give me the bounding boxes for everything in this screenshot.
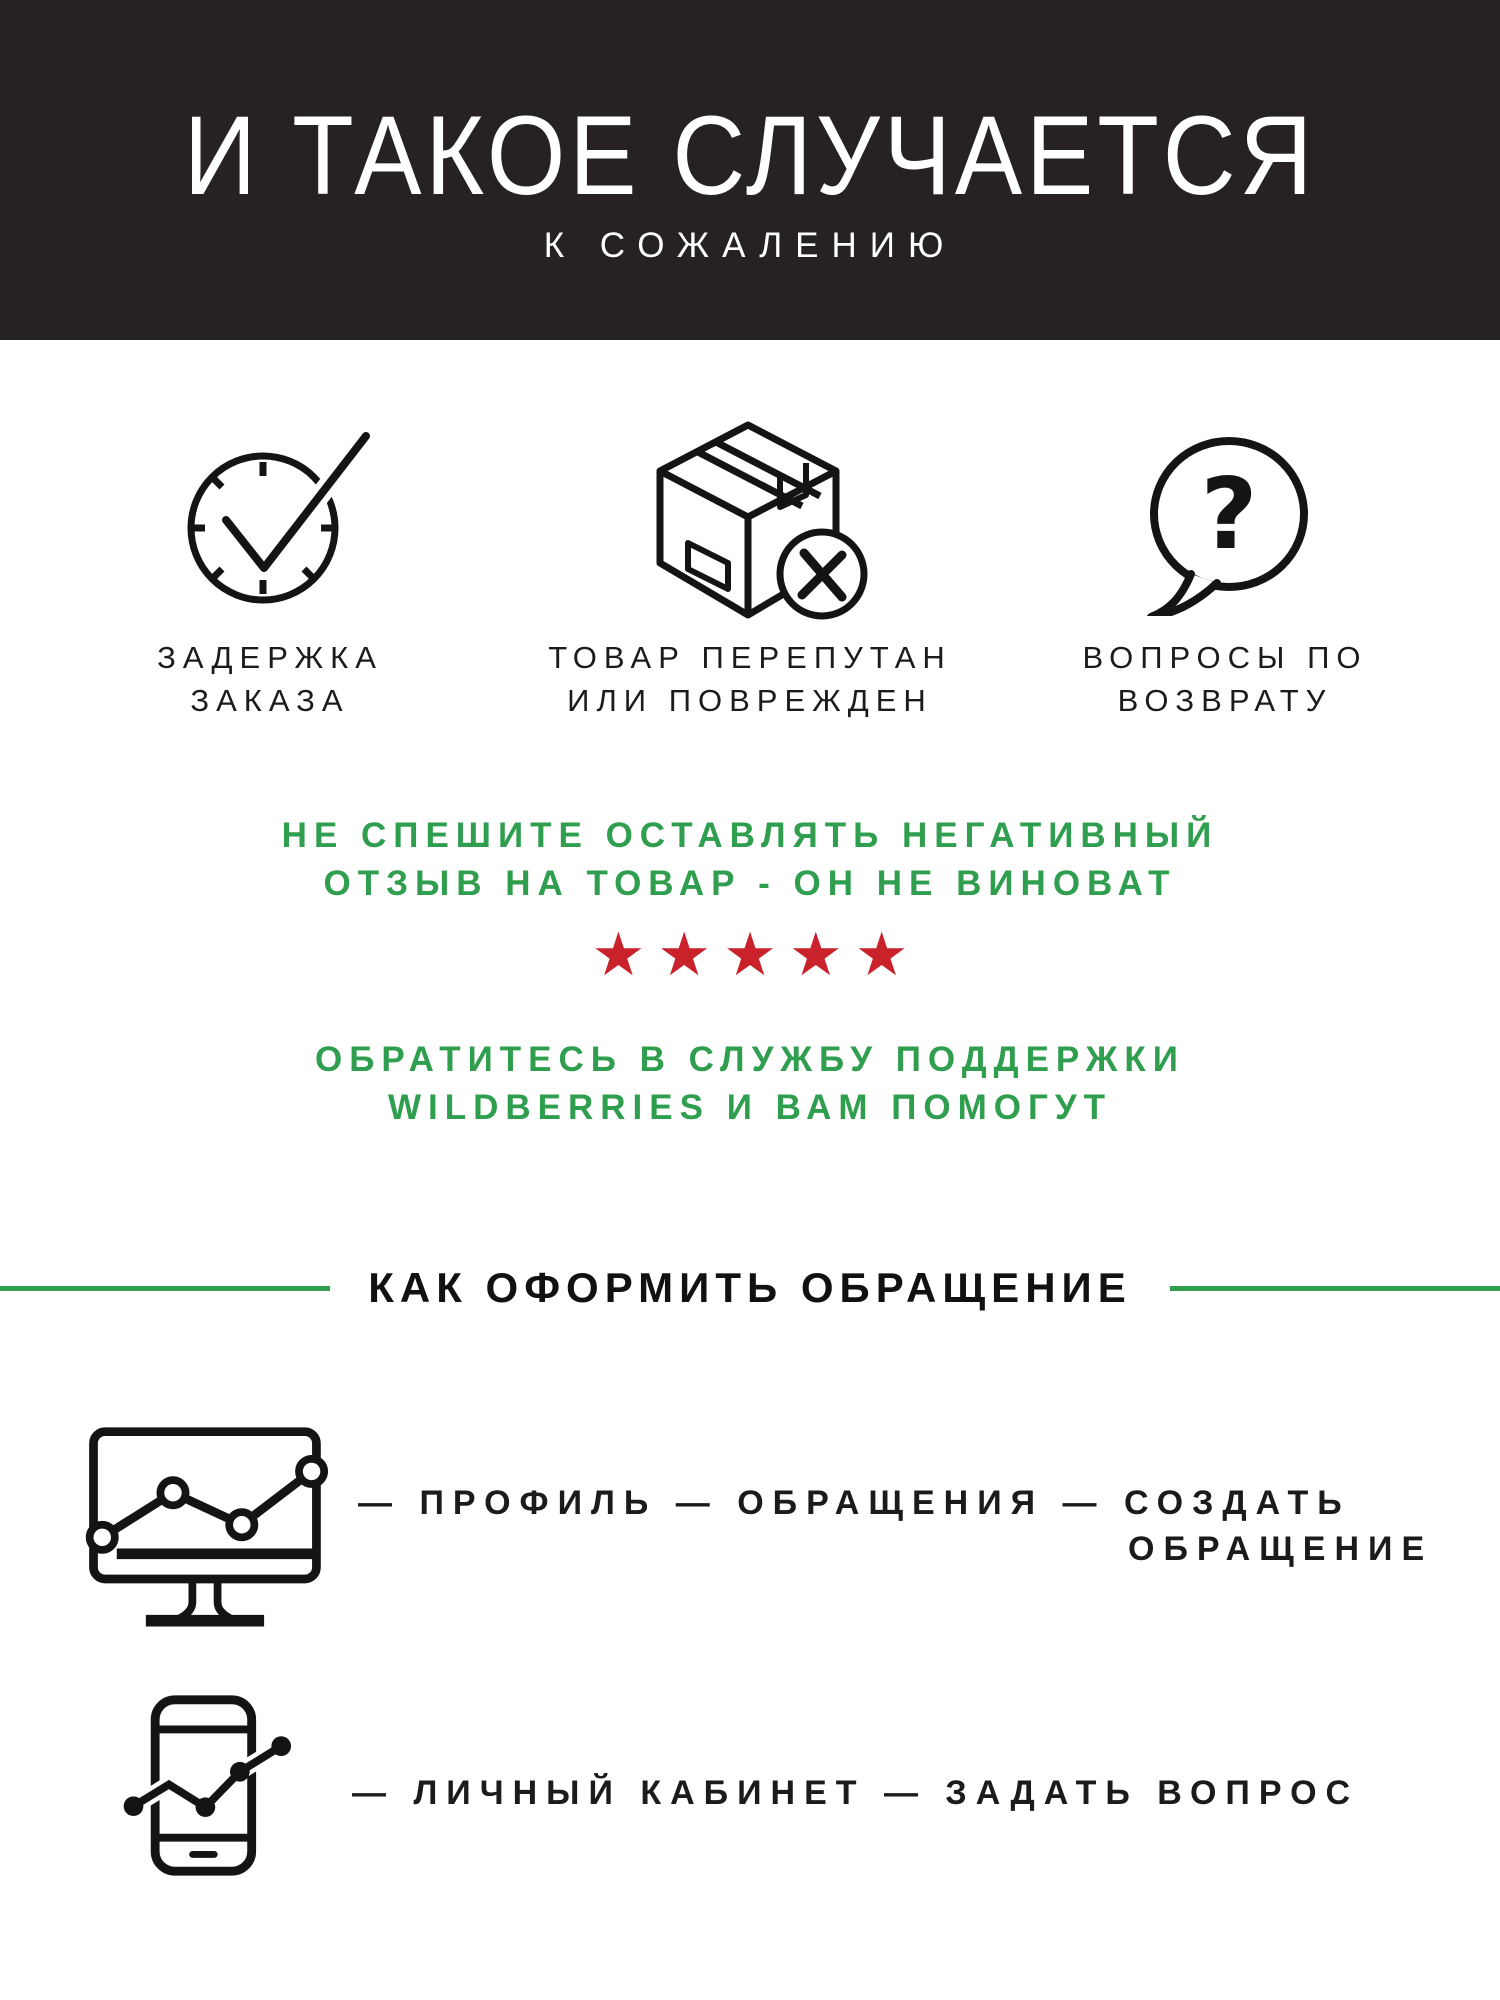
issue-label [157,636,383,722]
issue-label-line: ЗАКАЗА [190,683,350,719]
warning-line: ОТЗЫВ НА ТОВАР - ОН НЕ ВИНОВАТ [323,863,1177,903]
star-icon: ★ [788,920,855,990]
star-icon: ★ [723,920,789,990]
star-icon: ★ [591,920,658,990]
header-band [0,0,1500,340]
monitor-chart-icon [78,1418,330,1646]
support-text [0,1036,1500,1132]
star-icon: ★ [854,920,921,990]
issue-label-line: ВОЗВРАТУ [1117,683,1333,719]
warning-text [0,812,1500,908]
issue-label [548,636,952,722]
support-line: ОБРАТИТЕСЬ В СЛУЖБУ ПОДДЕРЖКИ [315,1040,1185,1079]
issue-return-questions [1000,408,1450,722]
question-bubble-icon [1127,408,1323,632]
rating-stars [0,922,1500,988]
issue-label-line: ВОПРОСЫ ПО [1082,640,1368,675]
damaged-box-icon [630,408,870,632]
issues-row [0,408,1500,722]
step1-path-text: — ПРОФИЛЬ — ОБРАЩЕНИЯ — СОЗДАТЬ [358,1484,1351,1522]
step2-path-text: — ЛИЧНЫЙ КАБИНЕТ — ЗАДАТЬ ВОПРОС [352,1774,1360,1812]
star-icon: ★ [657,920,724,990]
clock-check-icon [168,408,373,632]
issue-label [1083,636,1368,722]
phone-chart-icon [92,1690,304,1882]
divider-line-left [0,1286,330,1291]
issue-label-line: ТОВАР ПЕРЕПУТАН [548,640,952,675]
step1-path-text-wrap: ОБРАЩЕНИЕ [1128,1530,1434,1568]
page-title: И ТАКОЕ СЛУЧАЕТСЯ [183,93,1317,219]
section-header [0,1262,1500,1314]
question-mark-glyph: ? [1200,458,1258,572]
warning-line: НЕ СПЕШИТЕ ОСТАВЛЯТЬ НЕГАТИВНЫЙ [281,816,1219,855]
page-subtitle: К СОЖАЛЕНИЮ [543,226,957,265]
issue-order-delay [40,408,500,722]
issue-wrong-or-damaged [520,408,980,722]
divider-line-right [1170,1286,1500,1291]
support-line: WILDBERRIES И ВАМ ПОМОГУТ [387,1087,1113,1127]
section-title: КАК ОФОРМИТЬ ОБРАЩЕНИЕ [368,1264,1132,1311]
issue-label-line: ЗАДЕРЖКА [157,640,383,675]
issue-label-line: ИЛИ ПОВРЕЖДЕН [567,683,933,719]
